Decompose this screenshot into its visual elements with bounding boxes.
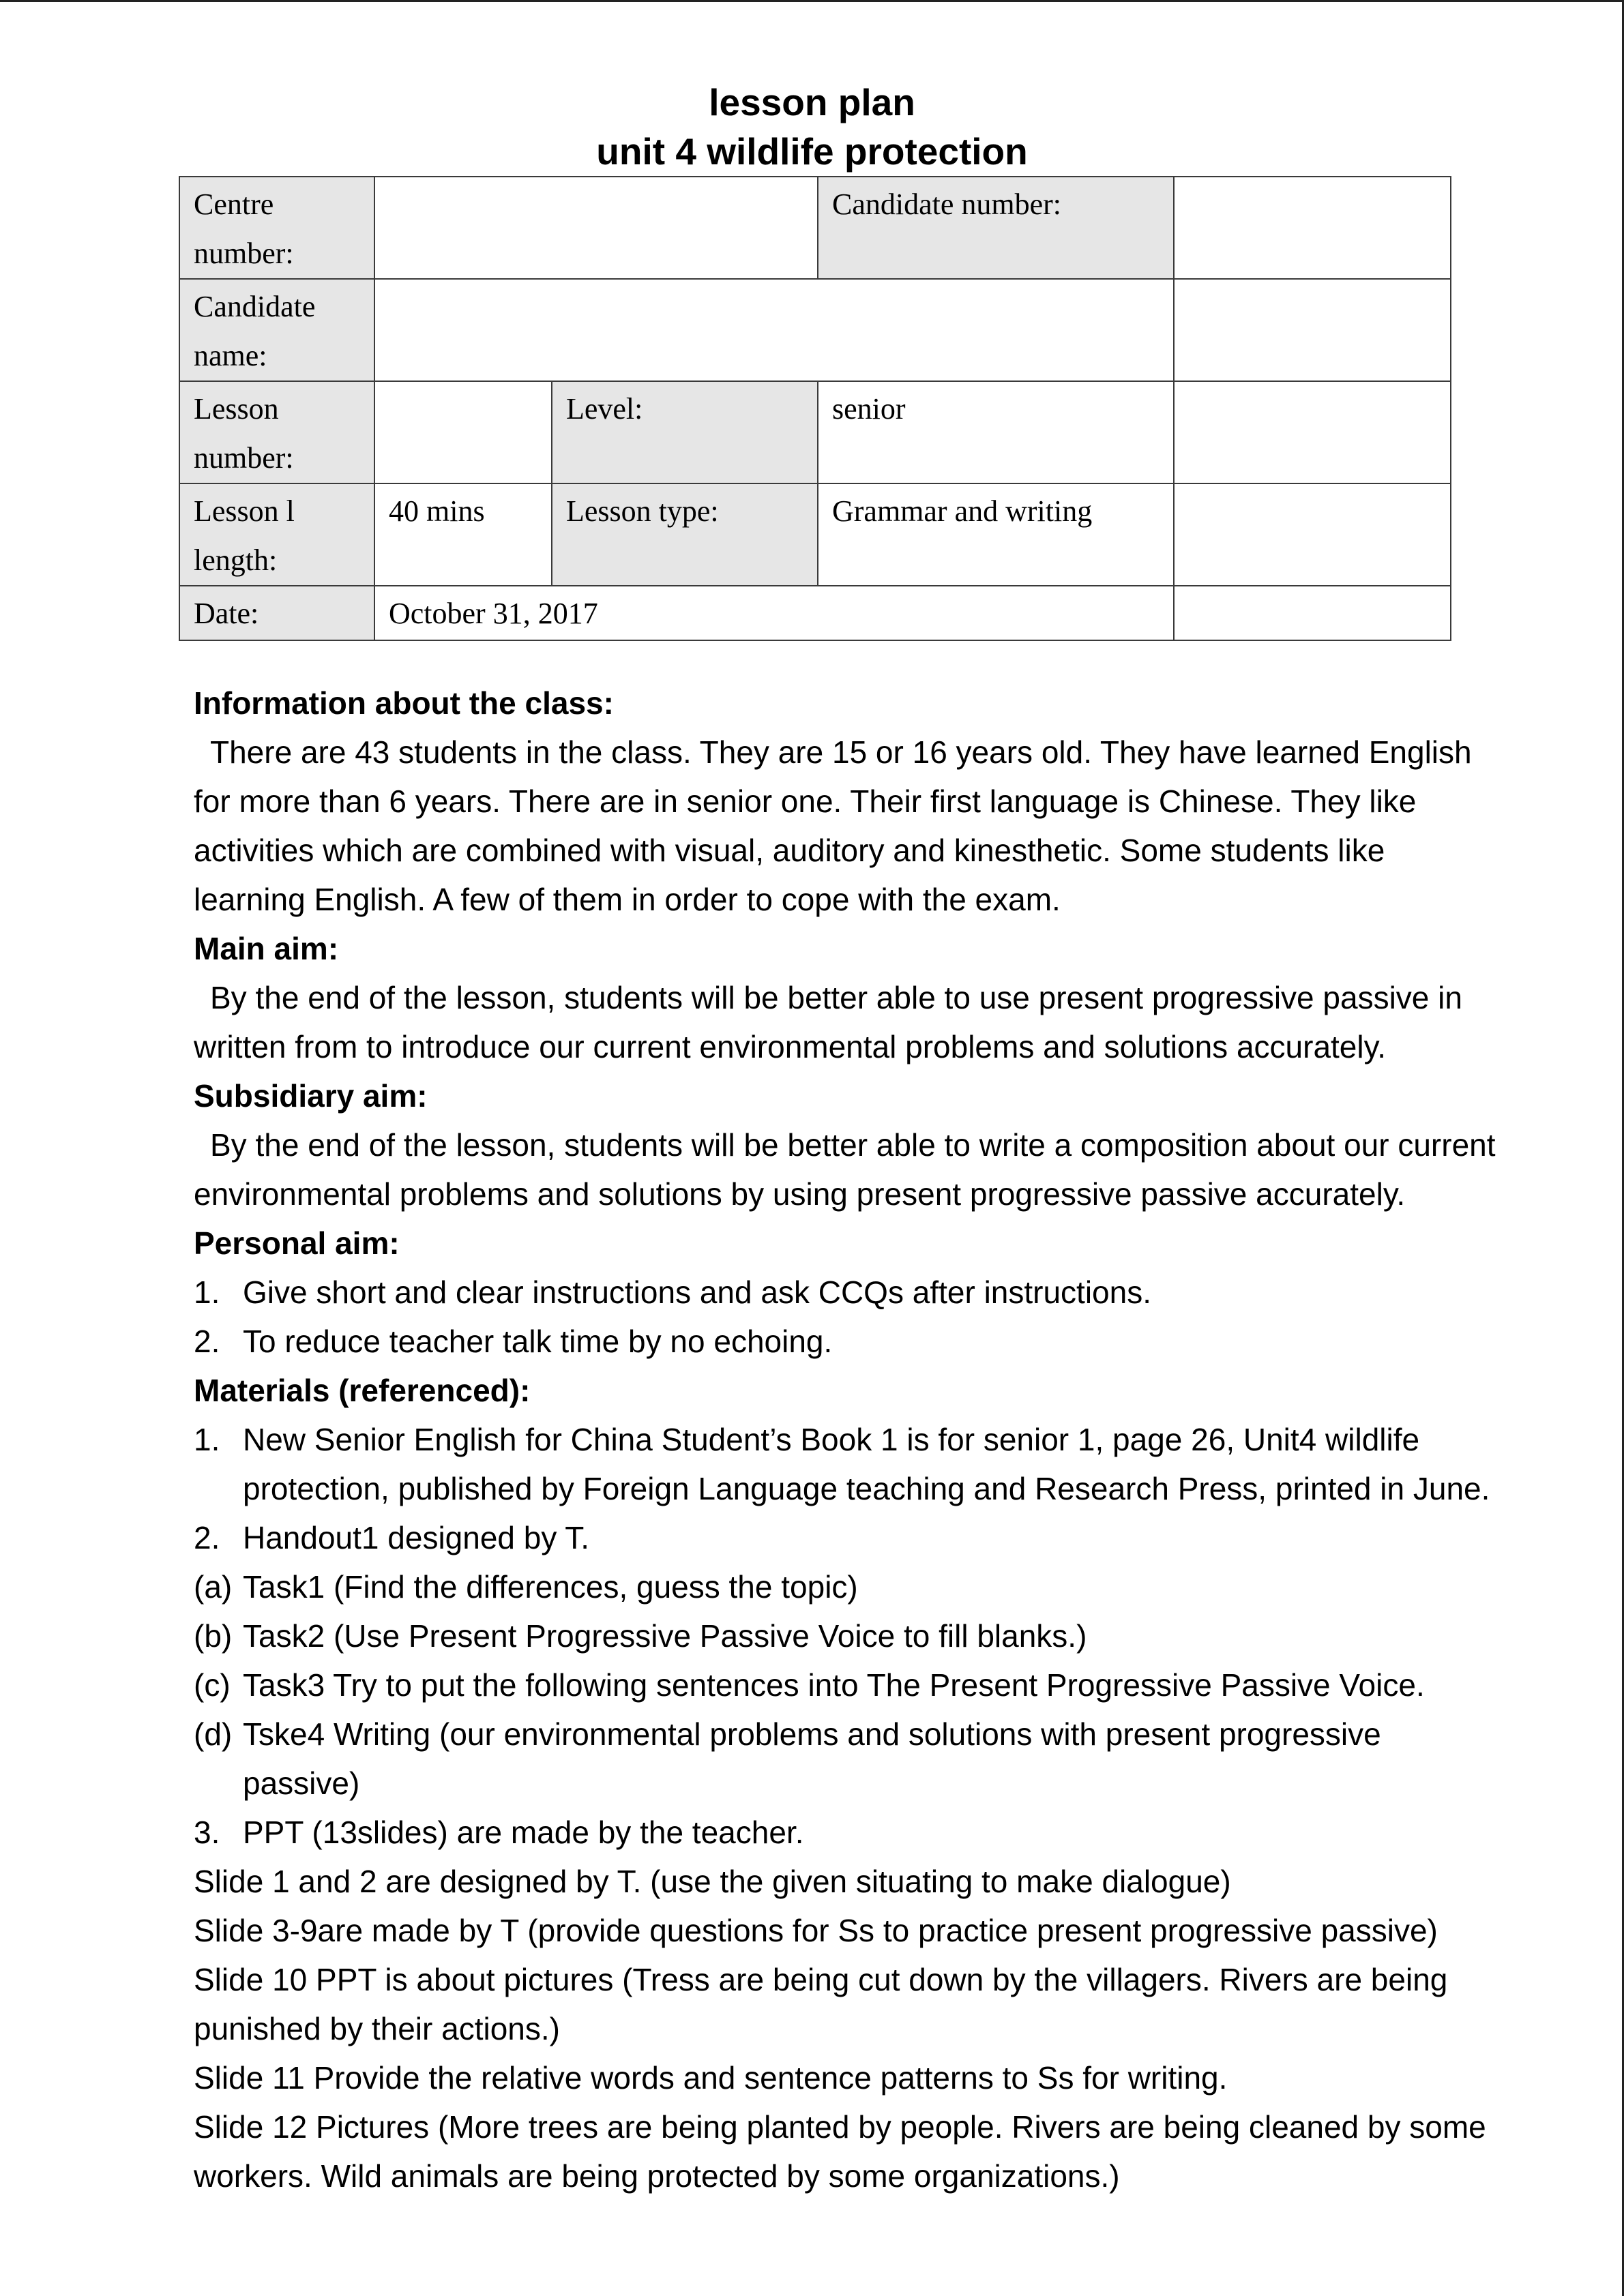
slide-line: Slide 1 and 2 are designed by T. (use the given situating to make dialogue) xyxy=(194,1864,1231,1899)
list-item xyxy=(194,1317,1565,1366)
candidate-name-label: Candidate name: xyxy=(179,279,374,381)
table-row xyxy=(179,483,1451,586)
list-text: New Senior English for China Student’s Book 1 is for senior 1, page 26, Unit4 wildlife xyxy=(243,1422,1420,1457)
info-class-line: learning English. A few of them in order to cope with the exam. xyxy=(194,882,1061,917)
list-item xyxy=(194,1513,1565,1562)
list-item xyxy=(194,1562,1565,1611)
list-number: (d) xyxy=(194,1716,233,1752)
lesson-number-label: Lesson number: xyxy=(179,381,374,483)
list-text: Handout1 designed by T. xyxy=(243,1520,590,1555)
date-label: Date: xyxy=(179,586,374,640)
lesson-plan-body xyxy=(194,679,1565,2201)
candidate-number-label: Candidate number: xyxy=(818,177,1174,279)
slide-line: Slide 11 Provide the relative words and sentence patterns to Ss for writing. xyxy=(194,2060,1228,2096)
list-text: PPT (13slides) are made by the teacher. xyxy=(243,1815,804,1850)
lesson-length-value: 40 mins xyxy=(374,483,552,586)
table-row xyxy=(179,586,1451,640)
list-text: Task3 Try to put the following sentences into The Present Progressive Passive Voice. xyxy=(243,1667,1425,1703)
page-title: lesson plan xyxy=(709,81,915,123)
slide-line: workers. Wild animals are being protected by some organizations.) xyxy=(194,2158,1120,2194)
info-class-heading: Information about the class: xyxy=(194,685,614,721)
list-number: 1. xyxy=(194,1274,220,1310)
slide-line: Slide 3-9are made by T (provide questions for Ss to practice present progressive passive) xyxy=(194,1913,1438,1948)
list-text: Task2 (Use Present Progressive Passive Voice to fill blanks.) xyxy=(243,1618,1087,1654)
list-item xyxy=(194,1710,1565,1759)
list-number: (c) xyxy=(194,1667,231,1703)
page-subtitle: unit 4 wildlife protection xyxy=(596,130,1028,173)
level-value: senior xyxy=(818,381,1174,483)
slide-line: Slide 12 Pictures (More trees are being planted by people. Rivers are being cleaned by some xyxy=(194,2109,1486,2145)
subsidiary-aim-line: By the end of the lesson, students will be better able to write a composition about our current xyxy=(210,1127,1496,1163)
main-aim-line: By the end of the lesson, students will be better able to use present progressive passive in xyxy=(210,980,1462,1015)
list-number: 3. xyxy=(194,1815,220,1850)
candidate-info-table xyxy=(179,176,1451,641)
list-text-continued: protection, published by Foreign Language teaching and Research Press, printed in June. xyxy=(243,1471,1490,1506)
subsidiary-aim-line: environmental problems and solutions by using present progressive passive accurately. xyxy=(194,1176,1406,1212)
centre-number-label: Centre number: xyxy=(179,177,374,279)
lesson-length-label: Lesson l length: xyxy=(179,483,374,586)
lesson-number-cell xyxy=(374,381,552,483)
date-value: October 31, 2017 xyxy=(374,586,1174,640)
list-item xyxy=(194,1415,1565,1464)
info-class-line: There are 43 students in the class. They are 15 or 16 years old. They have learned English xyxy=(210,734,1472,770)
list-number: 2. xyxy=(194,1324,220,1359)
list-number: (a) xyxy=(194,1569,233,1605)
slide-line: punished by their actions.) xyxy=(194,2011,560,2046)
slide-line: Slide 10 PPT is about pictures (Tress are being cut down by the villagers. Rivers are being xyxy=(194,1962,1448,1997)
list-text: Tske4 Writing (our environmental problems and solutions with present progressive xyxy=(243,1716,1381,1752)
subsidiary-aim-heading: Subsidiary aim: xyxy=(194,1078,428,1114)
candidate-number-cell xyxy=(1174,177,1451,279)
list-number: 2. xyxy=(194,1520,220,1555)
candidate-name-cell xyxy=(374,279,1174,381)
list-text: Give short and clear instructions and ask CCQs after instructions. xyxy=(243,1274,1152,1310)
level-label: Level: xyxy=(552,381,818,483)
list-number: (b) xyxy=(194,1618,233,1654)
blank-cell xyxy=(1174,586,1451,640)
list-text: To reduce teacher talk time by no echoing. xyxy=(243,1324,833,1359)
list-text: Task1 (Find the differences, guess the topic) xyxy=(243,1569,858,1605)
list-item xyxy=(194,1808,1565,1857)
lesson-type-value: Grammar and writing xyxy=(818,483,1174,586)
list-item xyxy=(194,1660,1565,1710)
centre-number-cell xyxy=(374,177,818,279)
list-number: 1. xyxy=(194,1422,220,1457)
blank-cell xyxy=(1174,381,1451,483)
main-aim-line: written from to introduce our current environmental problems and solutions accurately. xyxy=(194,1029,1386,1064)
blank-cell xyxy=(1174,483,1451,586)
table-row xyxy=(179,279,1451,381)
main-aim-heading: Main aim: xyxy=(194,931,339,966)
personal-aim-heading: Personal aim: xyxy=(194,1225,400,1261)
table-row xyxy=(179,381,1451,483)
table-row xyxy=(179,177,1451,279)
info-class-line: activities which are combined with visual, auditory and kinesthetic. Some students like xyxy=(194,833,1385,868)
list-item xyxy=(194,1611,1565,1660)
list-item xyxy=(194,1268,1565,1317)
blank-cell xyxy=(1174,279,1451,381)
info-class-line: for more than 6 years. There are in senior one. Their first language is Chinese. They like xyxy=(194,784,1417,819)
list-text-continued: passive) xyxy=(243,1765,360,1801)
lesson-type-label: Lesson type: xyxy=(552,483,818,586)
materials-heading: Materials (referenced): xyxy=(194,1373,531,1408)
